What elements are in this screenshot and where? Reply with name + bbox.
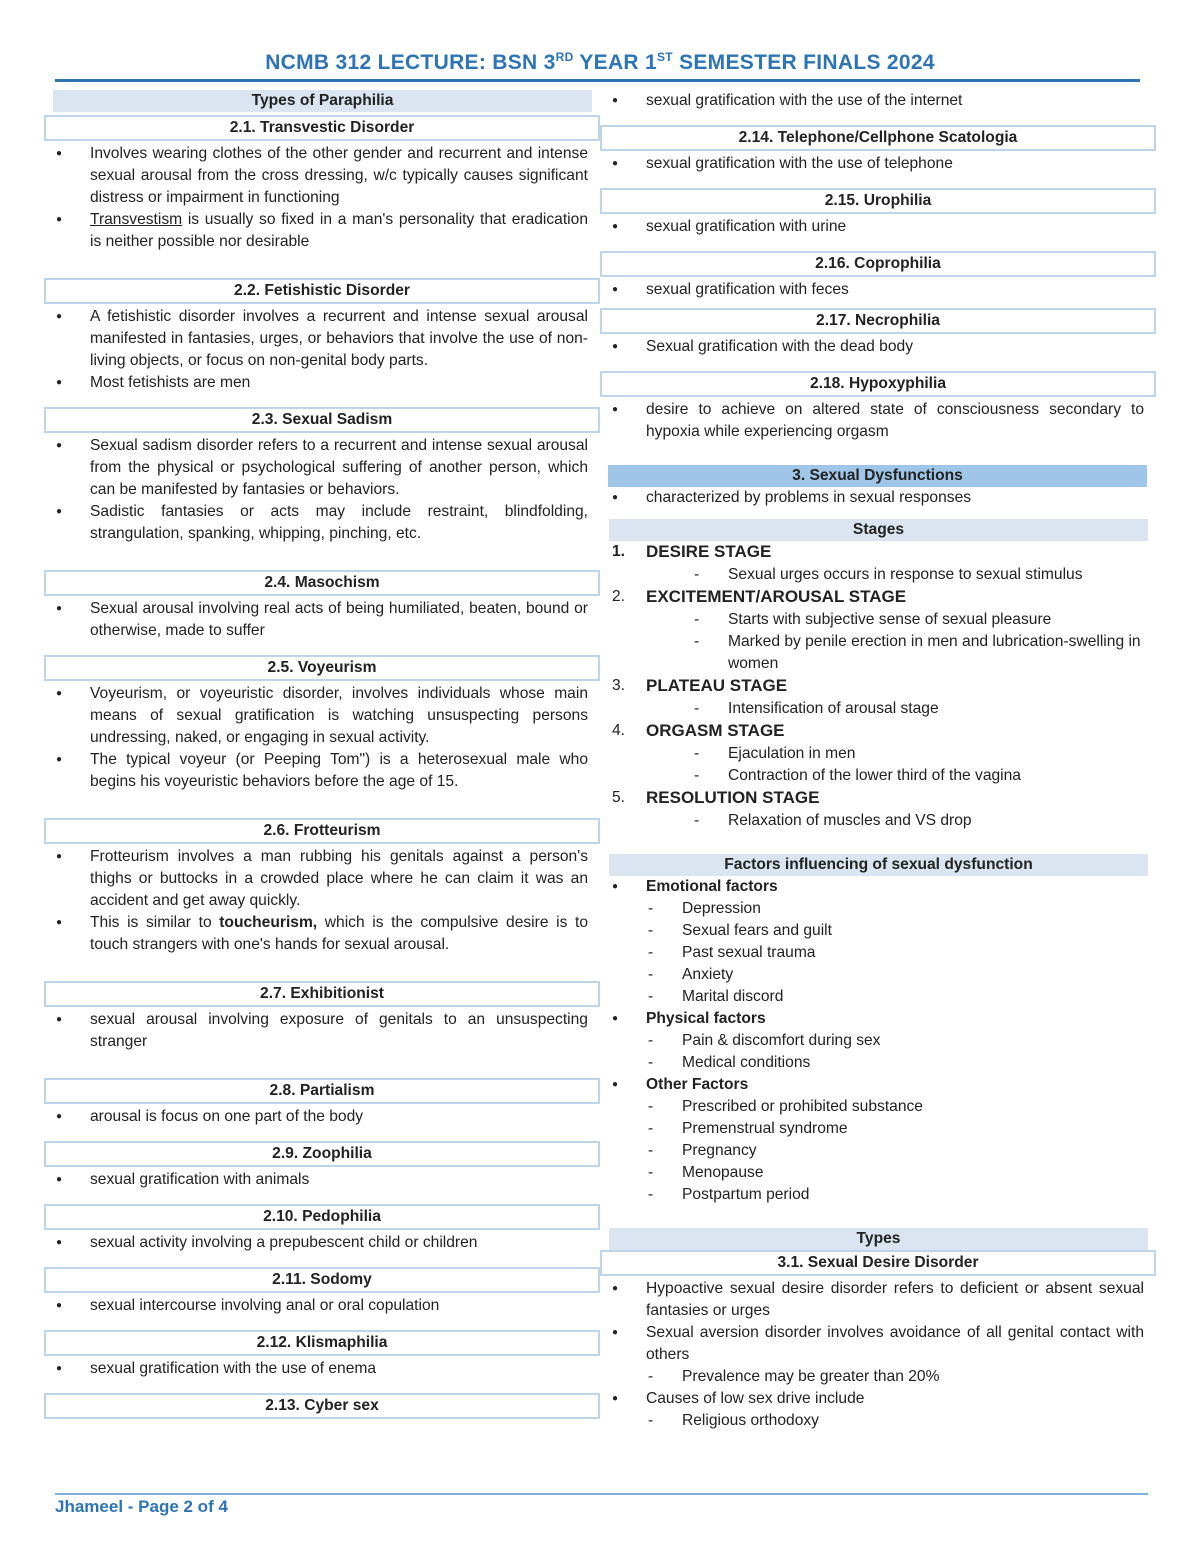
footer-divider [55,1493,1148,1495]
stage-detail: - Relaxation of muscles and VS drop [646,810,1156,832]
section-heading: 2.9. Zoophilia [44,1141,600,1167]
bullet-list [600,279,1156,301]
list-item: ● Sexual sadism disorder refers to a recurrent and intense sexual arousal from the physical or psychological suffering of another person, which can be manifested by fantasies or behaviors. [44,435,600,501]
list-item: ● Most fetishists are men [44,372,600,394]
factor-item: - Past sexual trauma [600,942,1144,964]
section-heading: 2.2. Fetishistic Disorder [44,278,600,304]
bullet-list [600,90,1156,112]
factor-item: - Anxiety [600,964,1144,986]
factor-group [600,876,1156,1008]
list-item: ● Transvestism is usually so fixed in a man's personality that eradication is neither possible nor desirable [44,209,600,253]
list-item: ● Causes of low sex drive include - Religious orthodoxy [600,1388,1156,1432]
section-heading: 2.18. Hypoxyphilia [600,371,1156,397]
bullet-list [44,1232,600,1254]
bullet-list [600,1278,1156,1432]
factor-title: Emotional factors [646,878,778,895]
right-column [600,90,1156,1432]
stage-detail: - Marked by penile erection in men and lubrication-swelling in women [646,631,1156,675]
list-item: ● sexual gratification with the use of enema [44,1358,600,1380]
bullet-list [44,1009,600,1053]
bullet-list [44,1358,600,1380]
sexual-dysfunctions-heading: 3. Sexual Dysfunctions [608,465,1147,487]
stage-title: ORGASM STAGE [646,721,785,740]
section-heading: 2.12. Klismaphilia [44,1330,600,1356]
factor-group [600,1008,1156,1074]
stage-title: PLATEAU STAGE [646,676,788,695]
section-heading: 2.13. Cyber sex [44,1393,600,1419]
section-heading: 2.4. Masochism [44,570,600,596]
factor-item: - Premenstrual syndrome [600,1118,1144,1140]
section-heading: 2.14. Telephone/Cellphone Scatologia [600,125,1156,151]
bullet-list [44,306,600,394]
bullet-list [44,1169,600,1191]
list-item: ● desire to achieve on altered state of consciousness secondary to hypoxia while experiencing orgasm [600,399,1156,443]
bullet-list [44,683,600,793]
bullet-list [600,153,1156,175]
section-heading: 2.10. Pedophilia [44,1204,600,1230]
list-item: ● sexual gratification with the use of telephone [600,153,1156,175]
section-heading: 2.15. Urophilia [600,188,1156,214]
factor-item: - Depression [600,898,1144,920]
list-item: ● Voyeurism, or voyeuristic disorder, involves individuals whose main means of sexual gratification is watching unsuspecting persons undressing, naked, or engaging in sexual activity. [44,683,600,749]
factor-item: - Prescribed or prohibited substance [600,1096,1144,1118]
transvestism-term: Transvestism [90,211,183,228]
factors-heading: Factors influencing of sexual dysfunction [609,854,1148,876]
stage-detail: - Sexual urges occurs in response to sexual stimulus [646,564,1156,586]
factor-item: - Marital discord [600,986,1144,1008]
bullet-list [44,435,600,545]
bullet-list [44,143,600,253]
section-heading: 3.1. Sexual Desire Disorder [600,1250,1156,1276]
page-footer: Jhameel - Page 2 of 4 [55,1497,228,1516]
list-item: ● arousal is focus on one part of the body [44,1106,600,1128]
stage-detail: - Contraction of the lower third of the vagina [646,765,1156,787]
list-item: ● sexual gratification with animals [44,1169,600,1191]
list-item: ● This is similar to toucheurism, which is the compulsive desire is to touch strangers with one's hands for sexual arousal. [44,912,600,956]
factor-item: - Sexual fears and guilt [600,920,1144,942]
list-item: ● Sexual arousal involving real acts of being humiliated, beaten, bound or otherwise, made to suffer [44,598,600,642]
stage-item: 4. ORGASM STAGE - Ejaculation in men - Contraction of the lower third of the vagina [600,720,1156,787]
factor-item: - Pain & discomfort during sex [600,1030,1144,1052]
types-of-paraphilia-heading: Types of Paraphilia [53,90,592,112]
bullet-list [600,399,1156,443]
factor-title: Physical factors [646,1010,766,1027]
section-heading: 2.7. Exhibitionist [44,981,600,1007]
bullet-list [600,216,1156,238]
factor-title: Other Factors [646,1076,749,1093]
list-item: ● characterized by problems in sexual responses [600,487,1156,509]
factor-item: - Medical conditions [600,1052,1144,1074]
list-item: ● Frotteurism involves a man rubbing his genitals against a person's thighs or buttocks in a crowded place where he can claim it was an accident and get away quickly. [44,846,600,912]
bullet-list [600,487,1156,509]
section-heading: 2.3. Sexual Sadism [44,407,600,433]
factor-group [600,1074,1156,1206]
section-heading: 2.1. Transvestic Disorder [44,115,600,141]
stage-item: 1. DESIRE STAGE - Sexual urges occurs in response to sexual stimulus [600,541,1156,586]
toucheurism-term: toucheurism, [219,914,318,931]
list-item: ● sexual activity involving a prepubescent child or children [44,1232,600,1254]
section-heading: 2.16. Coprophilia [600,251,1156,277]
list-item: ● Sadistic fantasies or acts may include restraint, blindfolding, strangulation, spanking, whipping, pinching, etc. [44,501,600,545]
list-item: ● Hypoactive sexual desire disorder refers to deficient or absent sexual fantasies or urges [600,1278,1156,1322]
section-heading: 2.6. Frotteurism [44,818,600,844]
list-item: ● A fetishistic disorder involves a recurrent and intense sexual arousal manifested in fantasies, urges, or behaviors that involve the use of non-living objects, or focus on non-genital body parts. [44,306,600,372]
list-item: ● Sexual gratification with the dead body [600,336,1156,358]
section-heading: 2.11. Sodomy [44,1267,600,1293]
list-item: ● The typical voyeur (or Peeping Tom") is a heterosexual male who begins his voyeuristic behaviors before the age of 15. [44,749,600,793]
factor-item: - Pregnancy [600,1140,1144,1162]
list-item: ● Involves wearing clothes of the other gender and recurrent and intense sexual arousal from the cross dressing, w/c typically causes significant distress or impairment in functioning [44,143,600,209]
bullet-list [44,1106,600,1128]
stage-title: EXCITEMENT/AROUSAL STAGE [646,587,907,606]
list-subitem: - Prevalence may be greater than 20% [600,1366,1144,1388]
list-item: ● sexual gratification with urine [600,216,1156,238]
factor-item: - Menopause [600,1162,1144,1184]
stage-title: RESOLUTION STAGE [646,788,820,807]
stage-item: 2. EXCITEMENT/AROUSAL STAGE - Starts with subjective sense of sexual pleasure - Marked by penile erection in men and lubrication-swelling in women [600,586,1156,675]
title-divider [55,79,1140,82]
types-heading: Types [609,1228,1148,1250]
list-item: ● sexual gratification with the use of the internet [600,90,1156,112]
bullet-list [44,846,600,956]
list-item: ● Sexual aversion disorder involves avoidance of all genital contact with others - Prevalence may be greater than 20% [600,1322,1156,1388]
list-subitem: - Religious orthodoxy [600,1410,1144,1432]
list-item: ● sexual gratification with feces [600,279,1156,301]
stages-list [600,541,1156,832]
factors-list [600,876,1156,1206]
section-heading: 2.17. Necrophilia [600,308,1156,334]
bullet-list [600,336,1156,358]
factor-item: - Postpartum period [600,1184,1144,1206]
stage-detail: - Starts with subjective sense of sexual pleasure [646,609,1156,631]
stage-item: 3. PLATEAU STAGE - Intensification of arousal stage [600,675,1156,720]
stage-detail: - Intensification of arousal stage [646,698,1156,720]
bullet-list [44,598,600,642]
list-item: ● sexual arousal involving exposure of genitals to an unsuspecting stranger [44,1009,600,1053]
bullet-list [44,1295,600,1317]
list-item: ● sexual intercourse involving anal or oral copulation [44,1295,600,1317]
stage-detail: - Ejaculation in men [646,743,1156,765]
section-heading: 2.5. Voyeurism [44,655,600,681]
stages-heading: Stages [609,519,1148,541]
section-heading: 2.8. Partialism [44,1078,600,1104]
stage-item: 5. RESOLUTION STAGE - Relaxation of muscles and VS drop [600,787,1156,832]
left-column [44,90,600,1421]
page-title: NCMB 312 LECTURE: BSN 3RD YEAR 1ST SEMESTER FINALS 2024 [265,50,935,74]
stage-title: DESIRE STAGE [646,542,772,561]
